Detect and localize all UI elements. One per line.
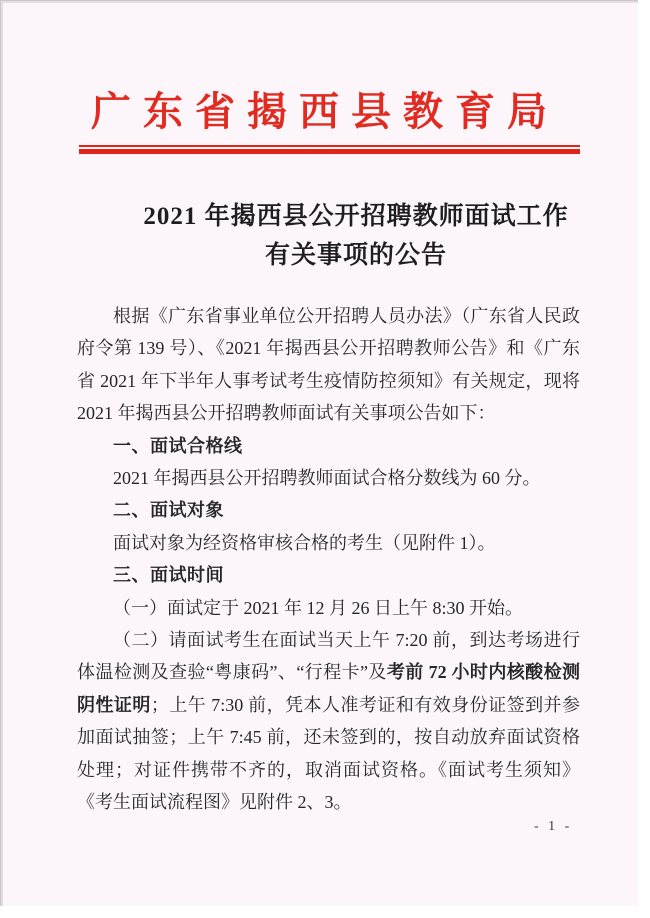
text-run: 考前 72 小时内核酸检测阴性证明 bbox=[77, 662, 580, 715]
letterhead-agency-name: 广东省揭西县教育局 bbox=[91, 89, 559, 134]
section-heading-time bbox=[77, 559, 580, 591]
document-title-line1: 2021 年揭西县公开招聘教师面试工作 bbox=[143, 203, 569, 230]
divider-thin-line bbox=[79, 145, 580, 147]
paragraph-checkin-rules bbox=[77, 624, 580, 818]
section-heading-candidates bbox=[77, 494, 580, 526]
text-run: （二）请面试考生在面试当天上午 7:20 前，到达考场进行体温检测及查验“粤康码”、“行程卡”及 bbox=[77, 630, 580, 683]
text-run: 面试对象为经资格审核合格的考生（见附件 1）。 bbox=[113, 532, 496, 553]
document-title bbox=[130, 197, 582, 275]
document-body bbox=[77, 300, 580, 819]
text-run: 二、面试对象 bbox=[113, 500, 224, 521]
text-run: 根据《广东省事业单位公开招聘人员办法》（广东省人民政府令第 139 号）、《2021 年揭西县公开招聘教师公告》和《广东省 2021 年下半年人事考试考生疫情防控须知》有关规定，现将 2021 年揭西县公开招聘教师面试有关事项公告如下： bbox=[77, 306, 580, 424]
document-title-line2: 有关事项的公告 bbox=[264, 242, 447, 269]
text-run: 2021 年揭西县公开招聘教师面试合格分数线为 60 分。 bbox=[113, 468, 541, 489]
paragraph-pass-line bbox=[77, 462, 580, 494]
text-run: （一）面试定于 2021 年 12 月 26 日上午 8:30 开始。 bbox=[113, 597, 523, 618]
text-run: 三、面试时间 bbox=[113, 565, 224, 586]
letterhead-divider bbox=[79, 145, 580, 154]
text-run: 一、面试合格线 bbox=[113, 435, 243, 456]
paragraph-interview-start bbox=[77, 592, 580, 624]
page-number: - 1 - bbox=[534, 819, 573, 834]
paragraph-intro bbox=[77, 300, 580, 430]
divider-thick-line bbox=[79, 149, 580, 154]
text-run: ；上午 7:30 前，凭本人准考证和有效身份证签到并参加面试抽签；上午 7:45 前，还未签到的，按自动放弃面试资格处理；对证件携带不齐的，取消面试资格。《面试考生须知》《考生面试流程图》见附件 2、3。 bbox=[77, 694, 581, 813]
section-heading-pass-line bbox=[77, 430, 580, 462]
paragraph-candidates bbox=[77, 527, 580, 559]
